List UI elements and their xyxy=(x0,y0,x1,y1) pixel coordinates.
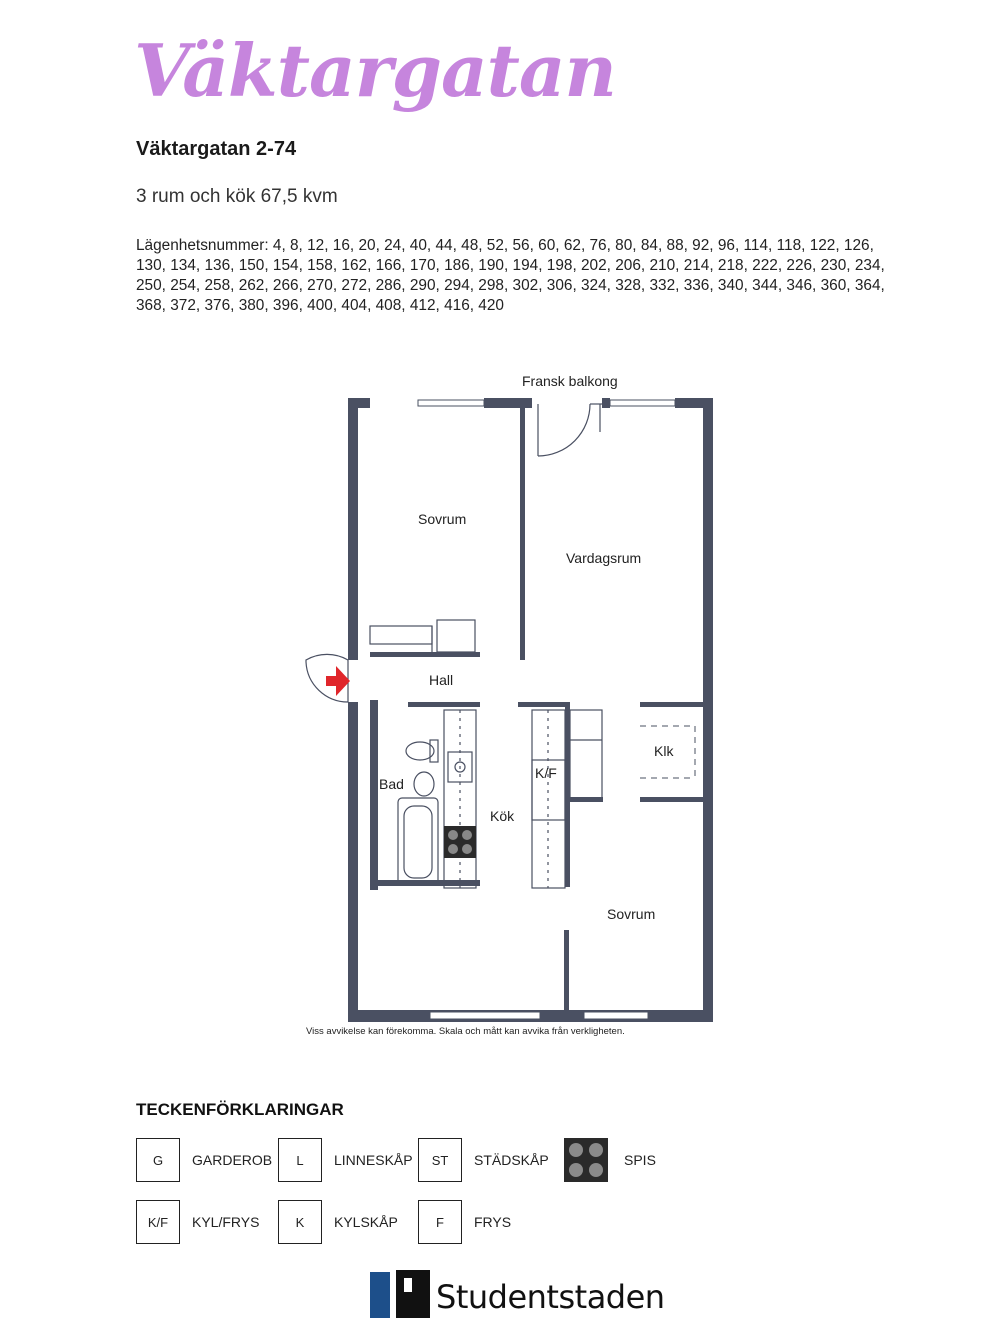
address-heading: Väktargatan 2-74 xyxy=(136,138,297,160)
logo-mark-icon xyxy=(370,1270,432,1320)
apartment-size: 3 rum och kök 67,5 kvm xyxy=(136,186,338,207)
room-label-hall: Hall xyxy=(429,672,454,688)
room-label-bath: Bad xyxy=(379,776,404,792)
room-label-bedroom-top: Sovrum xyxy=(418,511,467,527)
page-title: Väktargatan xyxy=(134,28,616,113)
stove-icon xyxy=(564,1138,608,1182)
disclaimer: Viss avvikelse kan förekomma. Skala och mått kan avvika från verkligheten. xyxy=(306,1026,625,1037)
legend-label: FRYS xyxy=(474,1214,512,1230)
bathroom-fixtures xyxy=(398,740,438,884)
legend-code-box: L xyxy=(278,1138,322,1182)
legend-code-box: K/F xyxy=(136,1200,180,1244)
apartment-numbers: Lägenhetsnummer: 4, 8, 12, 16, 20, 24, 40, 44, 48, 52, 56, 60, 62, 76, 80, 84, 88, 92, 96, 114, 118, 122, 126, 130, 134, 136, 150, 154, 158, 162, 166, 170, 186, 190, 194, 198, 202, 206, 210, 214, 218, 222, 226, 230, 234, 250, 254, 258, 262, 266, 270, 272, 286, 290, 294, 298, 302, 306, 324, 328, 332, 336, 340, 344, 346, 360, 364, 368, 372, 376, 380, 396, 400, 404, 408, 412, 416, 420 xyxy=(136,237,885,314)
legend-label: KYL/FRYS xyxy=(192,1214,260,1230)
logo-text: Studentstaden xyxy=(436,1278,665,1316)
studentstaden-logo xyxy=(370,1270,670,1322)
balcony-door xyxy=(538,404,602,456)
walls xyxy=(348,398,713,1022)
legend-code-box: ST xyxy=(418,1138,462,1182)
room-label-fridge: K/F xyxy=(535,765,557,781)
balcony-label: Fransk balkong xyxy=(522,373,618,389)
legend-label: LINNESKÅP xyxy=(334,1152,413,1168)
legend-code-box: K xyxy=(278,1200,322,1244)
room-label-living: Vardagsrum xyxy=(566,550,642,566)
room-label-bedroom-bottom: Sovrum xyxy=(607,906,656,922)
legend-code-box: G xyxy=(136,1138,180,1182)
entrance-door xyxy=(306,654,350,702)
floor-plan-drawing xyxy=(300,360,720,1050)
stove xyxy=(444,826,476,858)
legend-label: KYLSKÅP xyxy=(334,1214,398,1230)
closets xyxy=(370,620,475,652)
legend-label: GARDEROB xyxy=(192,1152,273,1168)
legend-code-box: F xyxy=(418,1200,462,1244)
legend-label: STÄDSKÅP xyxy=(474,1152,549,1168)
legend-title: TECKENFÖRKLARINGAR xyxy=(136,1100,344,1119)
room-label-kitchen: Kök xyxy=(490,808,515,824)
legend-label: SPIS xyxy=(624,1152,656,1168)
room-label-closet: Klk xyxy=(654,743,674,759)
floor-plan xyxy=(300,360,720,1050)
